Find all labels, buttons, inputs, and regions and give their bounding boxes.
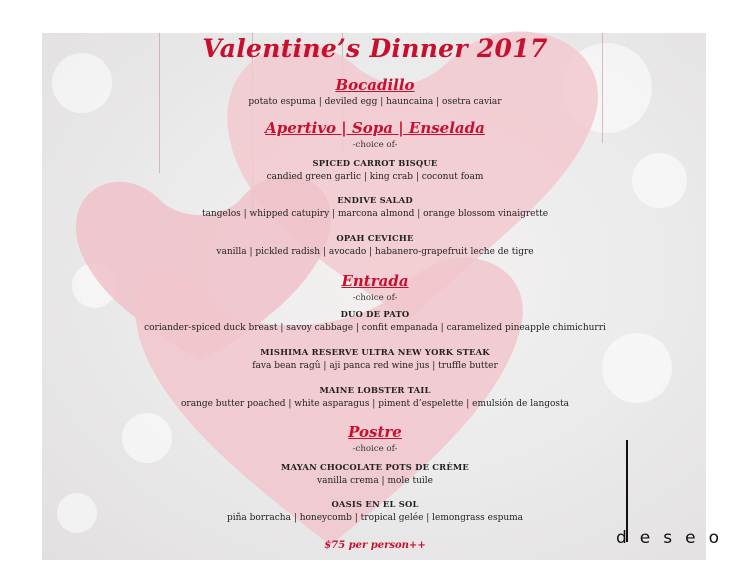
choice-label: -choice of- [352,140,398,150]
price-line: $75 per person++ [324,540,426,551]
dish-description: orange butter poached | white asparagus | piment d’espelette | emulsión de langosta [180,399,570,409]
dish-description: vanilla | pickled radish | avocado | habanero-grapefruit leche de tigre [216,247,534,257]
choice-label: -choice of- [352,293,398,303]
dish-description: fava bean ragû | aji panca red wine jus | truffle butter [252,361,498,371]
dish-description: candied green garlic | king crab | coconut foam [266,172,484,182]
dish-description: tangelos | whipped catupiry | marcona almond | orange blossom vinaigrette [201,209,549,219]
dish-name: MAYAN CHOCOLATE POTS DE CRÈME [281,462,469,472]
dish-name: MAINE LOBSTER TAIL [319,385,431,395]
dish-name: OPAH CEVICHE [336,233,414,243]
choice-label: -choice of- [352,444,398,454]
deseo-logo: deseo [616,528,732,548]
dish-name: OASIS EN EL SOL [331,499,419,509]
section-heading-entrada: Entrada [341,272,409,290]
bocadillo-items: potato espuma | deviled egg | hauncaina | osetra caviar [248,97,502,107]
section-heading-postre: Postre [348,423,402,441]
section-heading-apertivo: Apertivo | Sopa | Enselada [265,119,485,137]
section-heading-bocadillo: Bocadillo [335,76,415,94]
logo-divider [626,440,628,542]
menu-title: Valentine’s Dinner 2017 [202,34,548,63]
dish-name: ENDIVE SALAD [337,195,413,205]
dish-description: coriander-spiced duck breast | savoy cabbage | confit empanada | caramelized pineapple chimichurri [144,323,606,333]
dish-name: SPICED CARROT BISQUE [312,158,438,168]
dish-description: vanilla crema | mole tuile [317,476,433,486]
dish-description: piña borracha | honeycomb | tropical gelée | lemongrass espuma [226,513,524,523]
dish-name: DUO DE PATO [340,309,410,319]
dish-name: MISHIMA RESERVE ULTRA NEW YORK STEAK [260,347,490,357]
